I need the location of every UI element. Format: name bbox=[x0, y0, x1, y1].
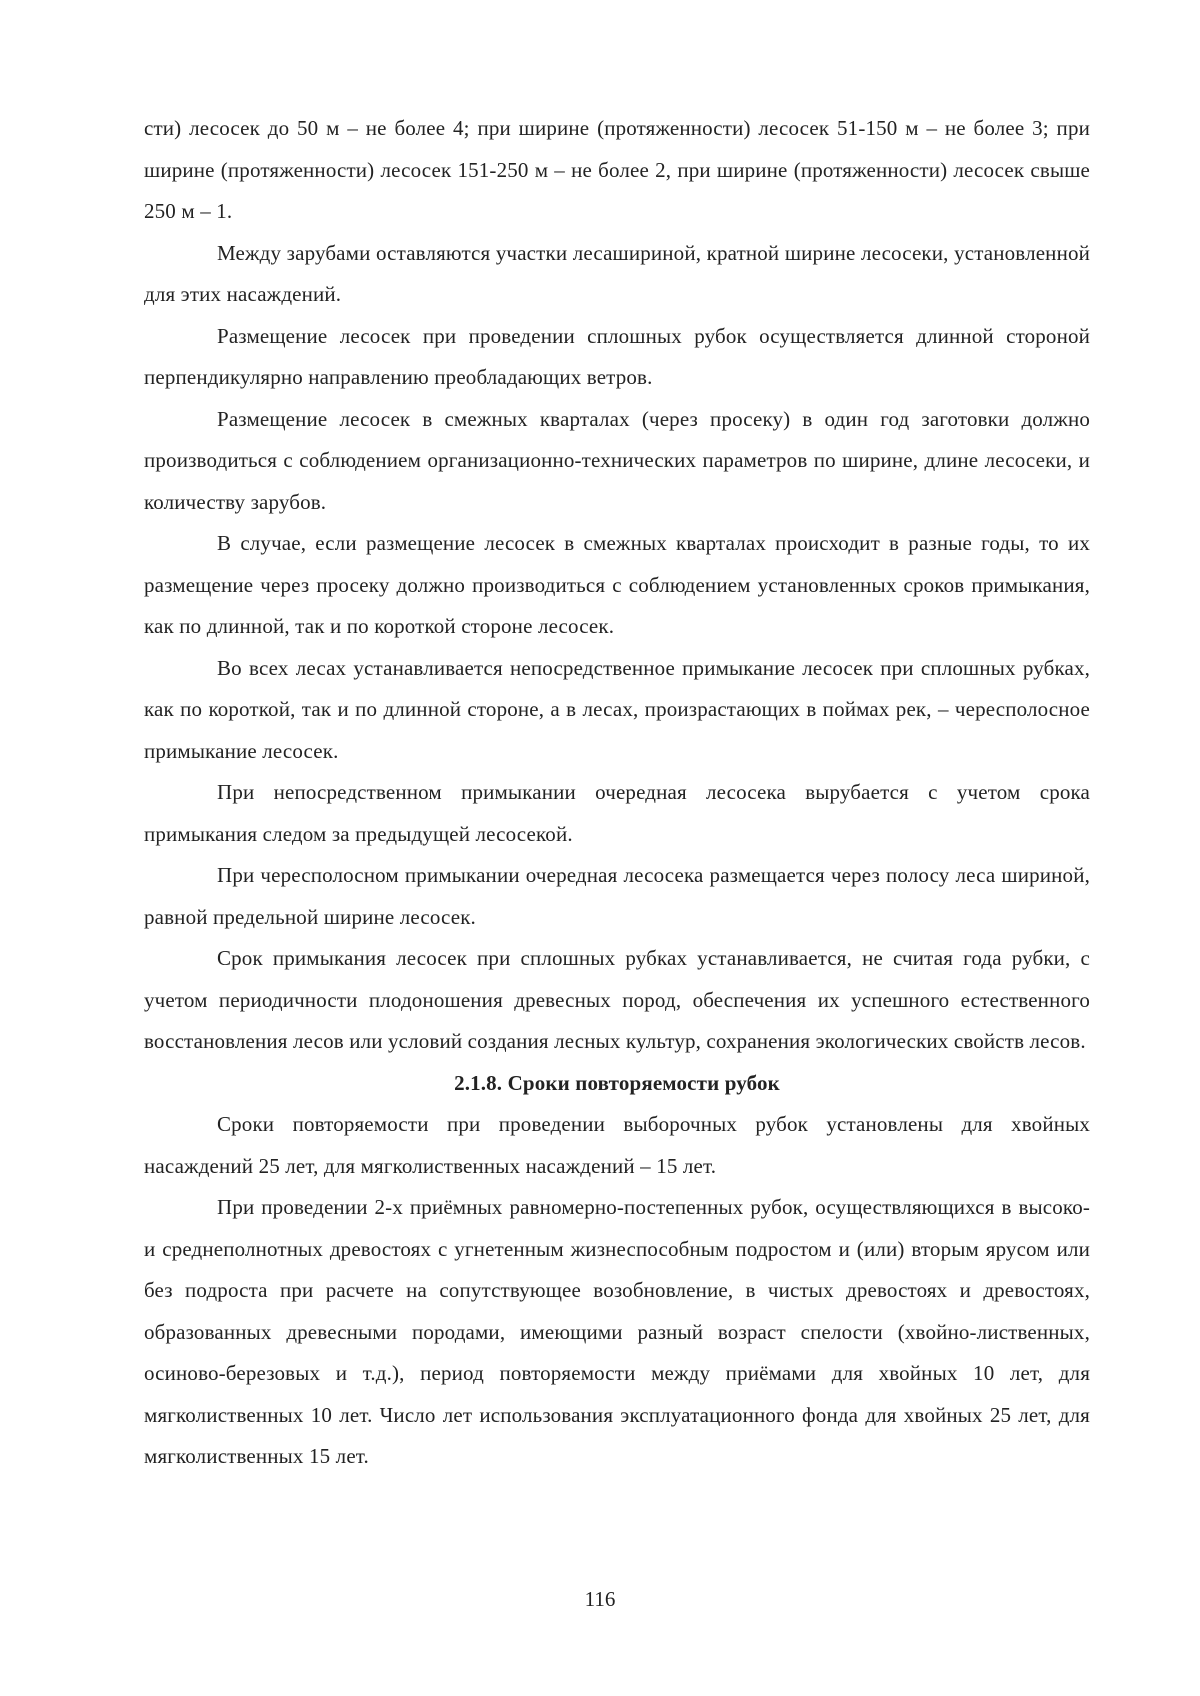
paragraph: При чересполосном примыкании очередная лесосека размещается через полосу леса шириной, равной предельной ширине лесосек. bbox=[144, 863, 1090, 929]
body-text bbox=[144, 108, 1090, 1478]
paragraph: При непосредственном примыкании очередная лесосека вырубается с учетом срока примыкания следом за предыдущей лесосекой. bbox=[144, 780, 1090, 846]
paragraph: Размещение лесосек в смежных кварталах (через просеку) в один год заготовки должно производиться с соблюдением организационно-технических параметров по ширине, длине лесосеки, и количеству зарубов. bbox=[144, 406, 1090, 514]
paragraph: При проведении 2-х приёмных равномерно-постепенных рубок, осуществляющихся в высоко- и среднеполнотных древостоях с угнетенным жизнеспособным подростом и (или) вторым ярусом или без подроста при расчете на сопутствующее возобновление, в чистых древостоях и древостоях, образованных древесными породами, имеющими разный возраст спелости (хвойно-лиственных, осиново-березовых и т.д.), период повторяемости между приёмами для хвойных 10 лет, для мягколиственных 10 лет. Число лет использования эксплуатационного фонда для хвойных 25 лет, для мягколиственных 15 лет. bbox=[144, 1195, 1090, 1468]
paragraph: Сроки повторяемости при проведении выборочных рубок установлены для хвойных насаждений 25 лет, для мягколиственных насаждений – 15 лет. bbox=[144, 1112, 1090, 1178]
paragraph: Срок примыкания лесосек при сплошных рубках устанавливается, не считая года рубки, с учетом периодичности плодоношения древесных пород, обеспечения их успешного естественного восстановления лесов или условий создания лесных культур, сохранения экологических свойств лесов. bbox=[144, 946, 1090, 1053]
paragraph: В случае, если размещение лесосек в смежных кварталах происходит в разные годы, то их размещение через просеку должно производиться с соблюдением установленных сроков примыкания, как по длинной, так и по короткой стороне лесосек. bbox=[144, 531, 1090, 638]
paragraph: Во всех лесах устанавливается непосредственное примыкание лесосек при сплошных рубках, как по короткой, так и по длинной стороне, а в лесах, произрастающих в поймах рек, – чересполосное примыкание лесосек. bbox=[144, 655, 1090, 763]
paragraph: Между зарубами оставляются участки лесашириной, кратной ширине лесосеки, установленной для этих насаждений. bbox=[144, 240, 1090, 306]
paragraph: Размещение лесосек при проведении сплошных рубок осуществляется длинной стороной перпендикулярно направлению преобладающих ветров. bbox=[144, 323, 1090, 389]
section-heading: 2.1.8. Сроки повторяемости рубок bbox=[454, 1070, 780, 1095]
paragraph: сти) лесосек до 50 м – не более 4; при ширине (протяженности) лесосек 51-150 м – не более 3; при ширине (протяженности) лесосек 151-250 м – не более 2, при ширине (протяженности) лесосек свыше 250 м – 1. bbox=[144, 116, 1090, 223]
page-number: 116 bbox=[584, 1587, 616, 1611]
